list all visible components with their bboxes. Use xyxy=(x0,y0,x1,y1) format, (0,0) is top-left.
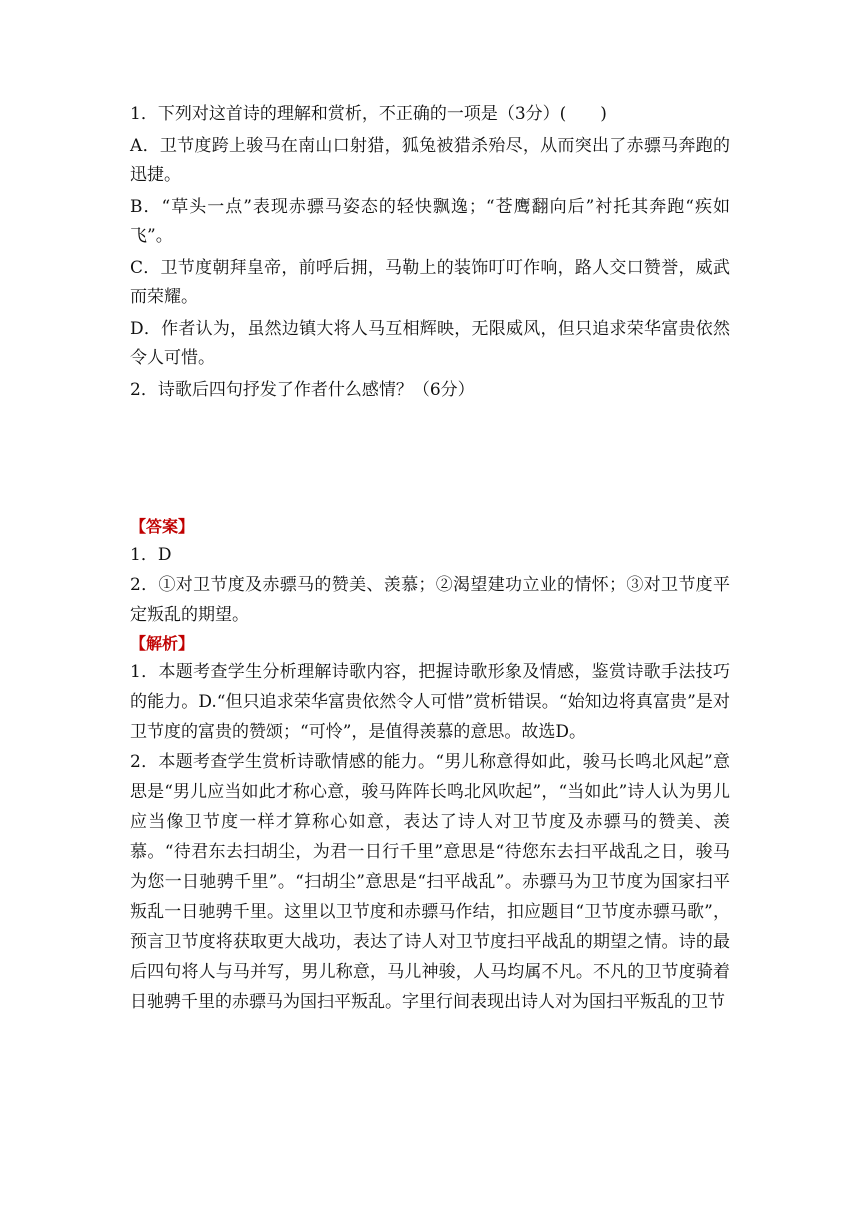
option-b: B．“草头一点”表现赤骠马姿态的轻快飘逸；“苍鹰翻向后”衬托其奔跑“疾如飞”。 xyxy=(130,197,730,246)
question-1-stem: 1．下列对这首诗的理解和赏析，不正确的一项是（3分）( ) xyxy=(130,104,607,124)
question-section xyxy=(130,100,730,405)
document-page xyxy=(130,100,730,1017)
analysis-tag: 【解析】 xyxy=(130,634,195,653)
analysis-paragraph-2: 2．本题考查学生赏析诗歌情感的能力。“男儿称意得如此，骏马长鸣北风起”意思是“男儿应当如此才称心意，骏马阵阵长鸣北风吹起”，“当如此”诗人认为男儿应当像卫节度一样才算称心如意，表达了诗人对卫节度及赤骠马的赞美、羡慕。“待君东去扫胡尘，为君一日行千里”意思是“待您东去扫平战乱之日，骏马为您一日驰骋千里”。“扫胡尘”意思是“扫平战乱”。赤骠马为卫节度为国家扫平叛乱一日驰骋千里。这里以卫节度和赤骠马作结，扣应题目“卫节度赤骠马歌”，预言卫节度将获取更大战功，表达了诗人对卫节度扫平战乱的期望之情。诗的最后四句将人与马并写，男儿称意，马儿神骏，人马均属不凡。不凡的卫节度骑着日驰骋千里的赤骠马为国扫平叛乱。字里行间表现出诗人对为国扫平叛乱的卫节 xyxy=(130,752,730,1012)
question-2-stem: 2．诗歌后四句抒发了作者什么感情？（6分） xyxy=(130,380,475,400)
option-c: C．卫节度朝拜皇帝，前呼后拥，马勒上的装饰叮叮作响，路人交口赞誉，威武而荣耀。 xyxy=(130,258,730,307)
answer-section xyxy=(130,513,730,630)
answer-tag: 【答案】 xyxy=(130,517,195,536)
answer-space xyxy=(130,408,730,513)
answer-1: 1．D xyxy=(130,545,172,565)
analysis-paragraph-1: 1．本题考查学生分析理解诗歌内容，把握诗歌形象及情感，鉴赏诗歌手法技巧的能力。D.“但只追求荣华富贵依然令人可惜”赏析错误。“始知边将真富贵”是对卫节度的富贵的赞颂；“可怜”，是值得羡慕的意思。故选D。 xyxy=(130,662,730,742)
option-d: D．作者认为，虽然边镇大将人马互相辉映，无限威风，但只追求荣华富贵依然令人可惜。 xyxy=(130,319,730,368)
option-a: A．卫节度跨上骏马在南山口射猎，狐兔被猎杀殆尽，从而突出了赤骠马奔跑的迅捷。 xyxy=(130,136,730,185)
answer-2: 2．①对卫节度及赤骠马的赞美、羡慕；②渴望建功立业的情怀；③对卫节度平定叛乱的期望。 xyxy=(130,575,730,625)
analysis-section xyxy=(130,630,730,1017)
